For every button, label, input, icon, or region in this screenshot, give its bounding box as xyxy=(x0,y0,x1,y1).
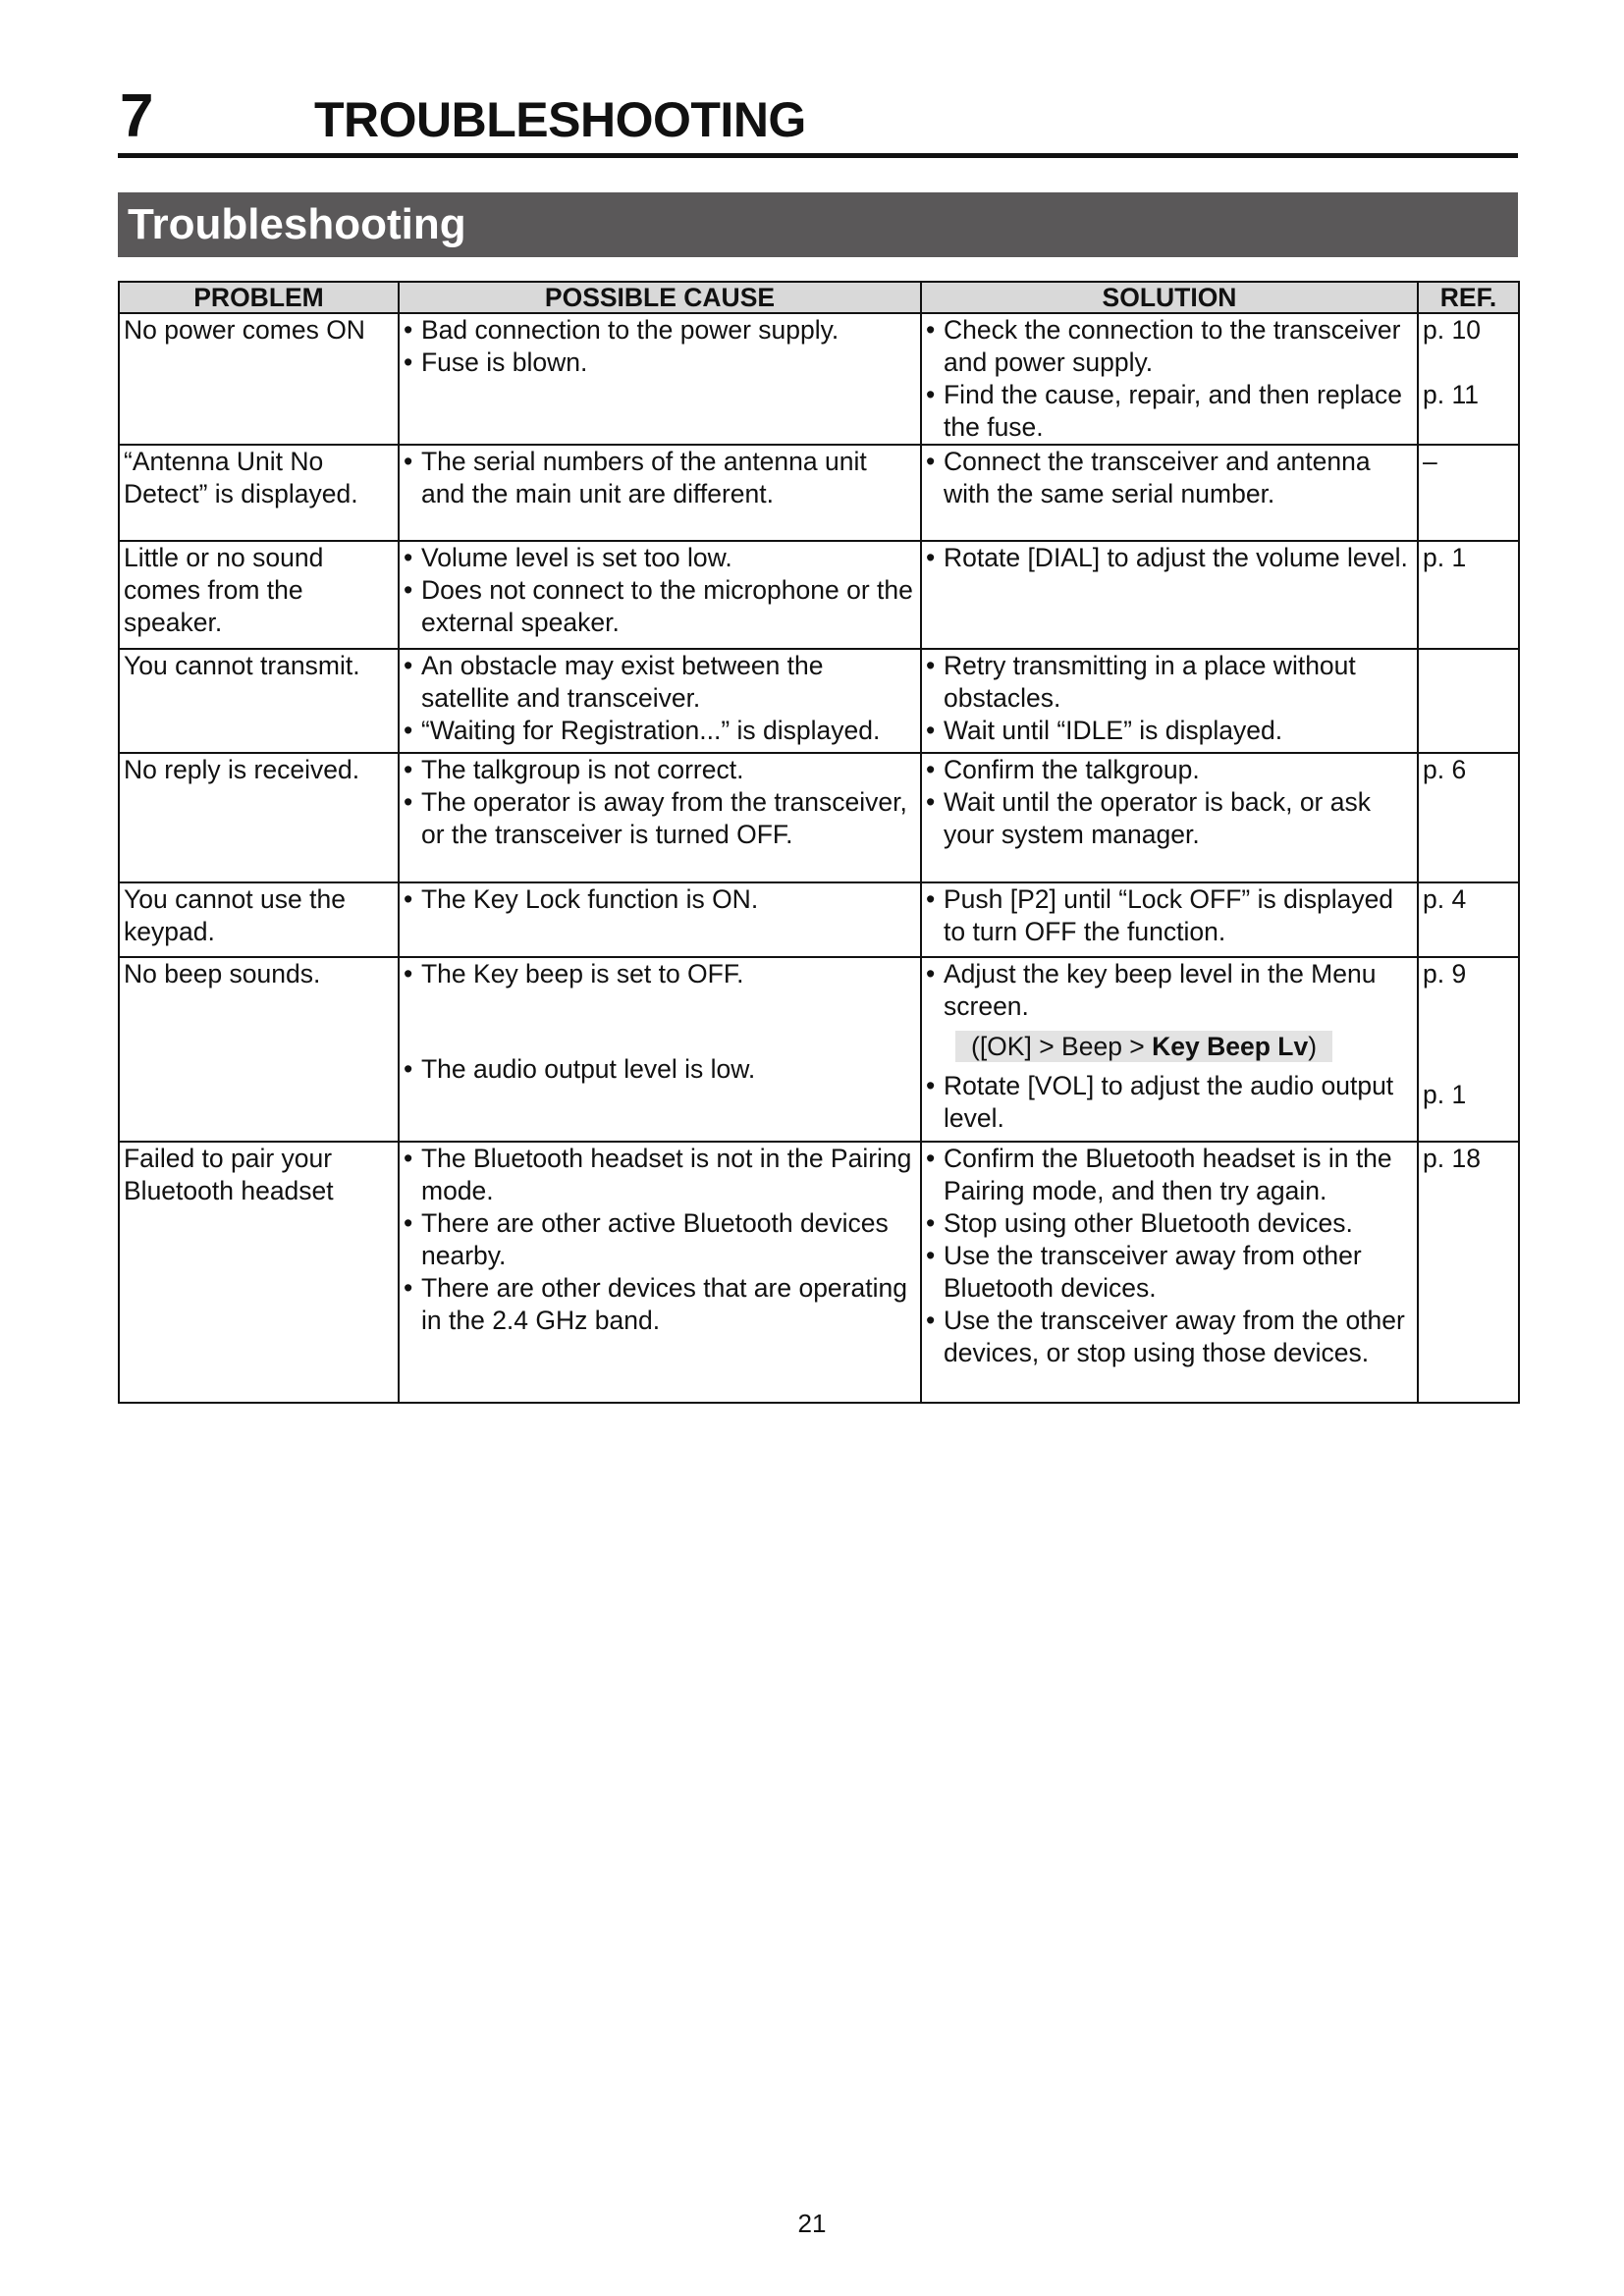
ref-value: p. 10 xyxy=(1423,315,1481,345)
cause-cell xyxy=(399,541,921,649)
menu-path-suffix: ) xyxy=(1308,1032,1318,1061)
cause-item: • Bad connection to the power supply. xyxy=(404,314,916,347)
table-row xyxy=(119,882,1519,957)
ref-value: p. 1 xyxy=(1423,543,1467,572)
solution-item: • Find the cause, repair, and then replace the fuse. xyxy=(926,379,1413,444)
solution-item: • Use the transceiver away from the other devices, or stop using those devices. xyxy=(926,1305,1413,1369)
ref-cell xyxy=(1418,1142,1519,1403)
ref-value: p. 1 xyxy=(1423,1080,1467,1109)
ref-value: p. 11 xyxy=(1423,380,1479,409)
cause-cell xyxy=(399,1142,921,1403)
cause-item: • The Key Lock function is ON. xyxy=(404,883,916,916)
ref-value: p. 18 xyxy=(1423,1144,1481,1173)
header-possible-cause: POSSIBLE CAUSE xyxy=(399,282,921,313)
table-header-row xyxy=(119,282,1519,313)
menu-path xyxy=(955,1031,1332,1062)
cause-cell xyxy=(399,957,921,1142)
table-row xyxy=(119,313,1519,445)
chapter-header xyxy=(118,80,1518,158)
ref-cell xyxy=(1418,541,1519,649)
ref-cell xyxy=(1418,649,1519,753)
solution-cell xyxy=(921,1142,1418,1403)
ref-value: p. 6 xyxy=(1423,755,1467,784)
table-row xyxy=(119,541,1519,649)
header-ref: REF. xyxy=(1418,282,1519,313)
ref-cell xyxy=(1418,753,1519,882)
troubleshooting-table xyxy=(118,281,1520,1404)
solution-item: • Use the transceiver away from other Bluetooth devices. xyxy=(926,1240,1413,1305)
solution-cell xyxy=(921,313,1418,445)
solution-item: • Adjust the key beep level in the Menu screen. xyxy=(926,958,1413,1023)
menu-path-prefix: ([OK] > Beep > xyxy=(971,1032,1153,1061)
ref-value: – xyxy=(1423,447,1437,476)
table-row xyxy=(119,649,1519,753)
menu-path-bold: Key Beep Lv xyxy=(1152,1032,1309,1061)
cause-item: • The operator is away from the transceiver, or the transceiver is turned OFF. xyxy=(404,786,916,851)
solution-item: • Confirm the talkgroup. xyxy=(926,754,1413,786)
table-row xyxy=(119,957,1519,1142)
cause-item: • The talkgroup is not correct. xyxy=(404,754,916,786)
chapter-number: 7 xyxy=(120,82,154,150)
problem-cell: No beep sounds. xyxy=(119,957,399,1142)
cause-item: • An obstacle may exist between the satellite and transceiver. xyxy=(404,650,916,715)
ref-cell xyxy=(1418,957,1519,1142)
cause-item: • Volume level is set too low. xyxy=(404,542,916,574)
cause-item: • Does not connect to the microphone or the external speaker. xyxy=(404,574,916,639)
cause-item: • “Waiting for Registration...” is displayed. xyxy=(404,715,916,747)
solution-item: • Rotate [VOL] to adjust the audio output level. xyxy=(926,1070,1413,1135)
chapter-title: TROUBLESHOOTING xyxy=(314,92,806,147)
solution-cell xyxy=(921,541,1418,649)
table-row xyxy=(119,753,1519,882)
problem-cell: You cannot transmit. xyxy=(119,649,399,753)
cause-item: • The serial numbers of the antenna unit and the main unit are different. xyxy=(404,446,916,510)
solution-item: • Wait until the operator is back, or ask your system manager. xyxy=(926,786,1413,851)
cause-item: • The Key beep is set to OFF. xyxy=(404,958,916,990)
cause-cell xyxy=(399,313,921,445)
cause-item: • Fuse is blown. xyxy=(404,347,916,379)
cause-cell xyxy=(399,753,921,882)
solution-item: • Stop using other Bluetooth devices. xyxy=(926,1207,1413,1240)
cause-cell xyxy=(399,882,921,957)
section-title: Troubleshooting xyxy=(128,200,466,248)
problem-cell: Little or no sound comes from the speaker. xyxy=(119,541,399,649)
cause-item: • The audio output level is low. xyxy=(404,1053,916,1086)
ref-value: p. 9 xyxy=(1423,959,1467,988)
cause-item: • There are other devices that are operating in the 2.4 GHz band. xyxy=(404,1272,916,1337)
table-row xyxy=(119,1142,1519,1403)
cause-item: • The Bluetooth headset is not in the Pairing mode. xyxy=(404,1143,916,1207)
cause-cell xyxy=(399,649,921,753)
header-solution: SOLUTION xyxy=(921,282,1418,313)
page-number: 21 xyxy=(797,2209,827,2238)
cause-item: • There are other active Bluetooth devices nearby. xyxy=(404,1207,916,1272)
ref-cell xyxy=(1418,882,1519,957)
ref-value: p. 4 xyxy=(1423,884,1467,914)
solution-item: • Wait until “IDLE” is displayed. xyxy=(926,715,1413,747)
header-problem: PROBLEM xyxy=(119,282,399,313)
solution-item: • Rotate [DIAL] to adjust the volume level. xyxy=(926,542,1413,574)
table-row xyxy=(119,445,1519,541)
ref-cell xyxy=(1418,313,1519,445)
section-banner xyxy=(118,192,1518,257)
solution-item: • Check the connection to the transceiver and power supply. xyxy=(926,314,1413,379)
problem-cell: “Antenna Unit No Detect” is displayed. xyxy=(119,445,399,541)
problem-cell: Failed to pair your Bluetooth headset xyxy=(119,1142,399,1403)
solution-item: • Connect the transceiver and antenna with the same serial number. xyxy=(926,446,1413,510)
solution-cell xyxy=(921,445,1418,541)
ref-cell xyxy=(1418,445,1519,541)
cause-cell xyxy=(399,445,921,541)
problem-cell: You cannot use the keypad. xyxy=(119,882,399,957)
solution-cell xyxy=(921,753,1418,882)
solution-cell xyxy=(921,957,1418,1142)
solution-item: • Push [P2] until “Lock OFF” is displayed to turn OFF the function. xyxy=(926,883,1413,948)
solution-item: • Confirm the Bluetooth headset is in the Pairing mode, and then try again. xyxy=(926,1143,1413,1207)
problem-cell: No reply is received. xyxy=(119,753,399,882)
solution-cell xyxy=(921,882,1418,957)
problem-cell: No power comes ON xyxy=(119,313,399,445)
solution-cell xyxy=(921,649,1418,753)
solution-item: • Retry transmitting in a place without obstacles. xyxy=(926,650,1413,715)
